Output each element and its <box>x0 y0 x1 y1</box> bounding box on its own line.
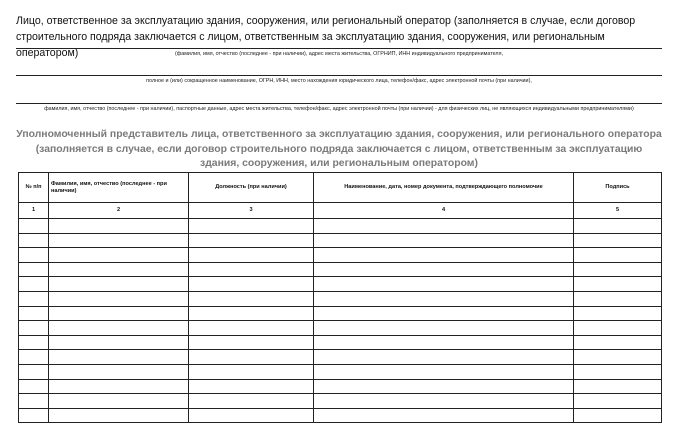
table-row <box>19 335 662 350</box>
column-number: 3 <box>189 203 314 219</box>
authority-document-cell[interactable] <box>314 408 574 423</box>
authority-document-cell[interactable] <box>314 291 574 306</box>
full-name-cell[interactable] <box>49 291 189 306</box>
row-number-cell[interactable] <box>19 364 49 379</box>
signature-cell[interactable] <box>574 306 662 321</box>
full-name-cell[interactable] <box>49 394 189 409</box>
signature-cell[interactable] <box>574 291 662 306</box>
position-cell[interactable] <box>189 262 314 277</box>
authority-document-cell[interactable] <box>314 335 574 350</box>
signature-cell[interactable] <box>574 277 662 292</box>
row-number-cell[interactable] <box>19 262 49 277</box>
fill-line-1[interactable] <box>16 48 662 49</box>
table-row <box>19 233 662 248</box>
signature-cell[interactable] <box>574 248 662 263</box>
row-number-cell[interactable] <box>19 350 49 365</box>
representatives-table <box>18 172 662 423</box>
position-cell[interactable] <box>189 394 314 409</box>
authority-document-cell[interactable] <box>314 306 574 321</box>
authority-document-cell[interactable] <box>314 321 574 336</box>
signature-cell[interactable] <box>574 219 662 234</box>
fill-line-1-caption: (фамилия, имя, отчество (последнее - при наличии), адрес места жительства, ОГРНИП, ИНН индивидуального предпринимателя, <box>175 51 503 57</box>
signature-cell[interactable] <box>574 408 662 423</box>
authority-document-cell[interactable] <box>314 219 574 234</box>
row-number-cell[interactable] <box>19 408 49 423</box>
position-cell[interactable] <box>189 321 314 336</box>
position-cell[interactable] <box>189 306 314 321</box>
table-row <box>19 248 662 263</box>
column-number: 4 <box>314 203 574 219</box>
full-name-cell[interactable] <box>49 233 189 248</box>
table-row <box>19 408 662 423</box>
full-name-cell[interactable] <box>49 408 189 423</box>
row-number-cell[interactable] <box>19 321 49 336</box>
authority-document-cell[interactable] <box>314 350 574 365</box>
column-number: 1 <box>19 203 49 219</box>
full-name-cell[interactable] <box>49 262 189 277</box>
full-name-cell[interactable] <box>49 350 189 365</box>
signature-cell[interactable] <box>574 262 662 277</box>
position-cell[interactable] <box>189 408 314 423</box>
full-name-cell[interactable] <box>49 219 189 234</box>
table-row <box>19 364 662 379</box>
row-number-cell[interactable] <box>19 219 49 234</box>
table-row <box>19 394 662 409</box>
position-cell[interactable] <box>189 379 314 394</box>
header-number: № п/п <box>19 173 49 203</box>
authority-document-cell[interactable] <box>314 277 574 292</box>
authority-document-cell[interactable] <box>314 248 574 263</box>
table-row <box>19 350 662 365</box>
authority-document-cell[interactable] <box>314 233 574 248</box>
position-cell[interactable] <box>189 248 314 263</box>
row-number-cell[interactable] <box>19 248 49 263</box>
signature-cell[interactable] <box>574 394 662 409</box>
position-cell[interactable] <box>189 233 314 248</box>
position-cell[interactable] <box>189 291 314 306</box>
authorized-representative-heading: Уполномоченный представитель лица, ответственного за эксплуатацию здания, сооружения, или регионального оператора (заполняется в случае, если договор строительного подряда заключается с лицом, ответственным за эксплуатацию здания, сооружения, или региональным оператором) <box>16 129 662 169</box>
row-number-cell[interactable] <box>19 335 49 350</box>
table-row <box>19 219 662 234</box>
signature-cell[interactable] <box>574 364 662 379</box>
full-name-cell[interactable] <box>49 335 189 350</box>
table-header-row <box>19 173 662 203</box>
column-number-row <box>19 203 662 219</box>
authority-document-cell[interactable] <box>314 364 574 379</box>
table-row <box>19 291 662 306</box>
header-position: Должность (при наличии) <box>189 173 314 203</box>
column-number: 2 <box>49 203 189 219</box>
table-row <box>19 321 662 336</box>
fill-line-3[interactable] <box>16 103 662 104</box>
signature-cell[interactable] <box>574 321 662 336</box>
full-name-cell[interactable] <box>49 277 189 292</box>
header-full-name: Фамилия, имя, отчество (последнее - при наличии) <box>49 173 189 203</box>
row-number-cell[interactable] <box>19 233 49 248</box>
column-number: 5 <box>574 203 662 219</box>
table-row <box>19 277 662 292</box>
authority-document-cell[interactable] <box>314 379 574 394</box>
full-name-cell[interactable] <box>49 306 189 321</box>
signature-cell[interactable] <box>574 379 662 394</box>
authority-document-cell[interactable] <box>314 394 574 409</box>
signature-cell[interactable] <box>574 350 662 365</box>
header-signature: Подпись <box>574 173 662 203</box>
full-name-cell[interactable] <box>49 248 189 263</box>
row-number-cell[interactable] <box>19 394 49 409</box>
authority-document-cell[interactable] <box>314 262 574 277</box>
full-name-cell[interactable] <box>49 321 189 336</box>
signature-cell[interactable] <box>574 335 662 350</box>
responsible-person-heading: Лицо, ответственное за эксплуатацию здания, сооружения, или региональный оператор (заполняется в случае, если договор строительного подряда заключается с лицом, ответственным за эксплуатацию здания, сооружения, или региональным оператором) <box>16 15 636 59</box>
signature-cell[interactable] <box>574 233 662 248</box>
table-row <box>19 379 662 394</box>
position-cell[interactable] <box>189 277 314 292</box>
header-authority-document: Наименование, дата, номер документа, подтверждающего полномочие <box>314 173 574 203</box>
full-name-cell[interactable] <box>49 379 189 394</box>
row-number-cell[interactable] <box>19 379 49 394</box>
fill-line-2-caption: полное и (или) сокращенное наименование, ОГРН, ИНН, место нахождения юридического лица, телефон/факс, адрес электронной почты (при наличии), <box>146 78 532 84</box>
position-cell[interactable] <box>189 350 314 365</box>
fill-line-3-caption: фамилия, имя, отчество (последнее - при наличии), паспортные данные, адрес места жительства, телефон/факс, адрес электронной почты (при наличии) - для физических лиц, не являющихся индивидуальными предпринимателями) <box>44 106 634 112</box>
row-number-cell[interactable] <box>19 306 49 321</box>
position-cell[interactable] <box>189 335 314 350</box>
row-number-cell[interactable] <box>19 291 49 306</box>
row-number-cell[interactable] <box>19 277 49 292</box>
full-name-cell[interactable] <box>49 364 189 379</box>
position-cell[interactable] <box>189 364 314 379</box>
table-row <box>19 306 662 321</box>
position-cell[interactable] <box>189 219 314 234</box>
fill-line-2[interactable] <box>16 75 662 76</box>
table-row <box>19 262 662 277</box>
